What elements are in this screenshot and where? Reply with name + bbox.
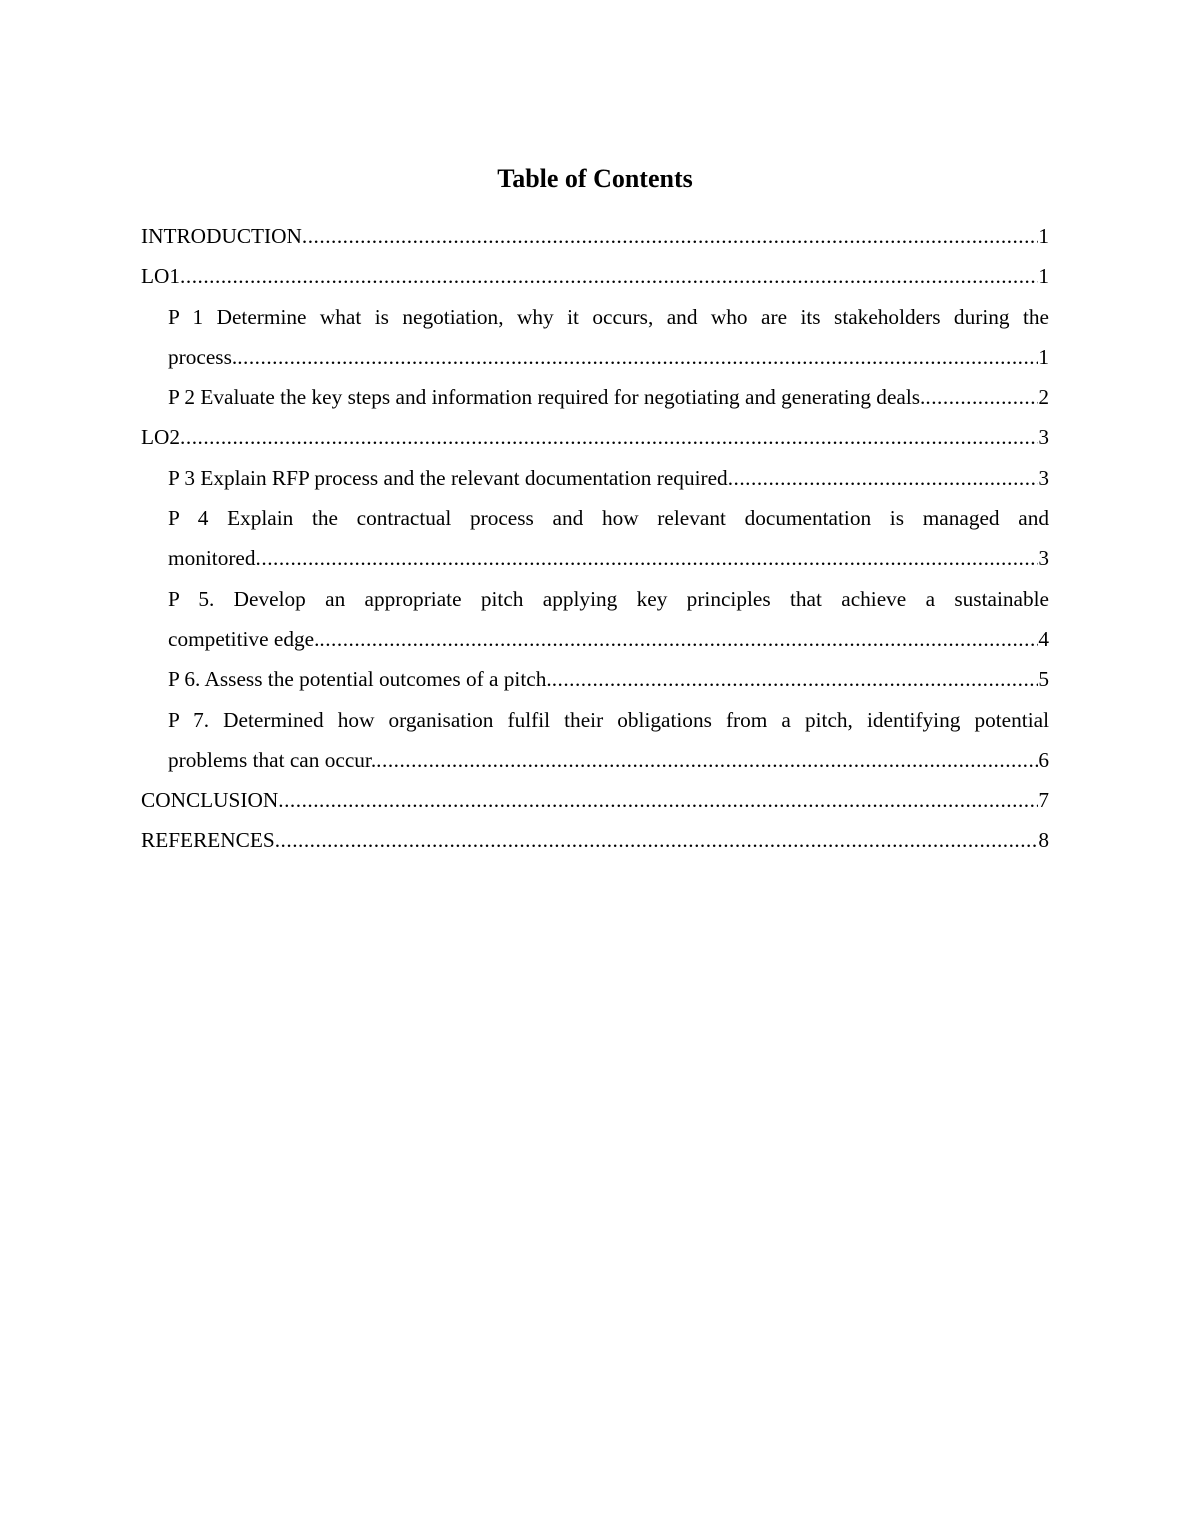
toc-entry-label: P 3 Explain RFP process and the relevant documentation required: [168, 465, 728, 490]
toc-page-number: 3: [1038, 546, 1049, 571]
toc-entry-label-continued: monitored: [168, 546, 256, 571]
toc-page-number: 8: [1038, 828, 1049, 853]
toc-page-number: 5: [1038, 667, 1049, 692]
toc-entry-label: P 1 Determine what is negotiation, why it occurs, and who are its stakeholders during the: [168, 304, 1049, 329]
toc-entry-label: P 7. Determined how organisation fulfil their obligations from a pitch, identifying potential: [168, 707, 1049, 732]
toc-entry-label: LO2: [141, 425, 181, 450]
toc-entry-label-continued: competitive edge.: [168, 626, 320, 651]
toc-entry-label: LO1: [141, 264, 181, 289]
dot-leader: [302, 216, 1038, 256]
toc-page-number: 6: [1038, 747, 1049, 772]
dot-leader: [237, 337, 1038, 377]
dot-leader: [256, 538, 1039, 578]
toc-entry-p4[interactable]: [141, 498, 1049, 579]
toc-page-number: 4: [1038, 626, 1049, 651]
dot-leader: [180, 417, 1038, 457]
toc-entry-p5[interactable]: [141, 579, 1049, 660]
toc-entry-label: P 4 Explain the contractual process and how relevant documentation is managed and: [168, 506, 1049, 531]
dot-leader: [180, 256, 1038, 296]
toc-entry-label: P 2 Evaluate the key steps and information required for negotiating and generating deals.: [168, 385, 926, 410]
dot-leader: [376, 740, 1038, 780]
toc-entry-label: P 6. Assess the potential outcomes of a pitch.: [168, 667, 552, 692]
toc-entry-references[interactable]: [141, 820, 1049, 860]
table-of-contents: [141, 216, 1049, 861]
dot-leader: [728, 458, 1039, 498]
toc-entry-introduction[interactable]: [141, 216, 1049, 256]
toc-page-number: 1: [1038, 264, 1049, 289]
toc-entry-label-continued: problems that can occur.: [168, 747, 377, 772]
toc-entry-label: INTRODUCTION: [141, 224, 302, 248]
toc-entry-label: CONCLUSION: [141, 788, 279, 813]
toc-page-number: 3: [1038, 425, 1049, 450]
toc-entry-p1[interactable]: [141, 297, 1049, 378]
dot-leader: [925, 377, 1038, 417]
toc-page-number: 3: [1038, 465, 1049, 490]
toc-entry-label: P 5. Develop an appropriate pitch applying key principles that achieve a sustainable: [168, 586, 1049, 611]
dot-leader: [275, 820, 1039, 860]
toc-page-number: 1: [1038, 344, 1049, 369]
toc-page-number: 7: [1038, 788, 1049, 813]
toc-entry-p6[interactable]: [141, 659, 1049, 699]
dot-leader: [552, 659, 1039, 699]
toc-entry-lo1[interactable]: [141, 256, 1049, 296]
toc-entry-lo2[interactable]: [141, 417, 1049, 457]
dot-leader: [319, 619, 1038, 659]
toc-entry-p2[interactable]: [141, 377, 1049, 417]
dot-leader: [278, 780, 1038, 820]
toc-page-number: 2: [1038, 385, 1049, 410]
toc-page-number: 1: [1038, 224, 1049, 248]
toc-entry-conclusion[interactable]: [141, 780, 1049, 820]
toc-entry-label-continued: process.: [168, 344, 238, 369]
toc-heading: Table of Contents: [497, 164, 693, 193]
toc-entry-label: REFERENCES: [141, 828, 275, 853]
toc-entry-p7[interactable]: [141, 700, 1049, 781]
toc-entry-p3[interactable]: [141, 458, 1049, 498]
